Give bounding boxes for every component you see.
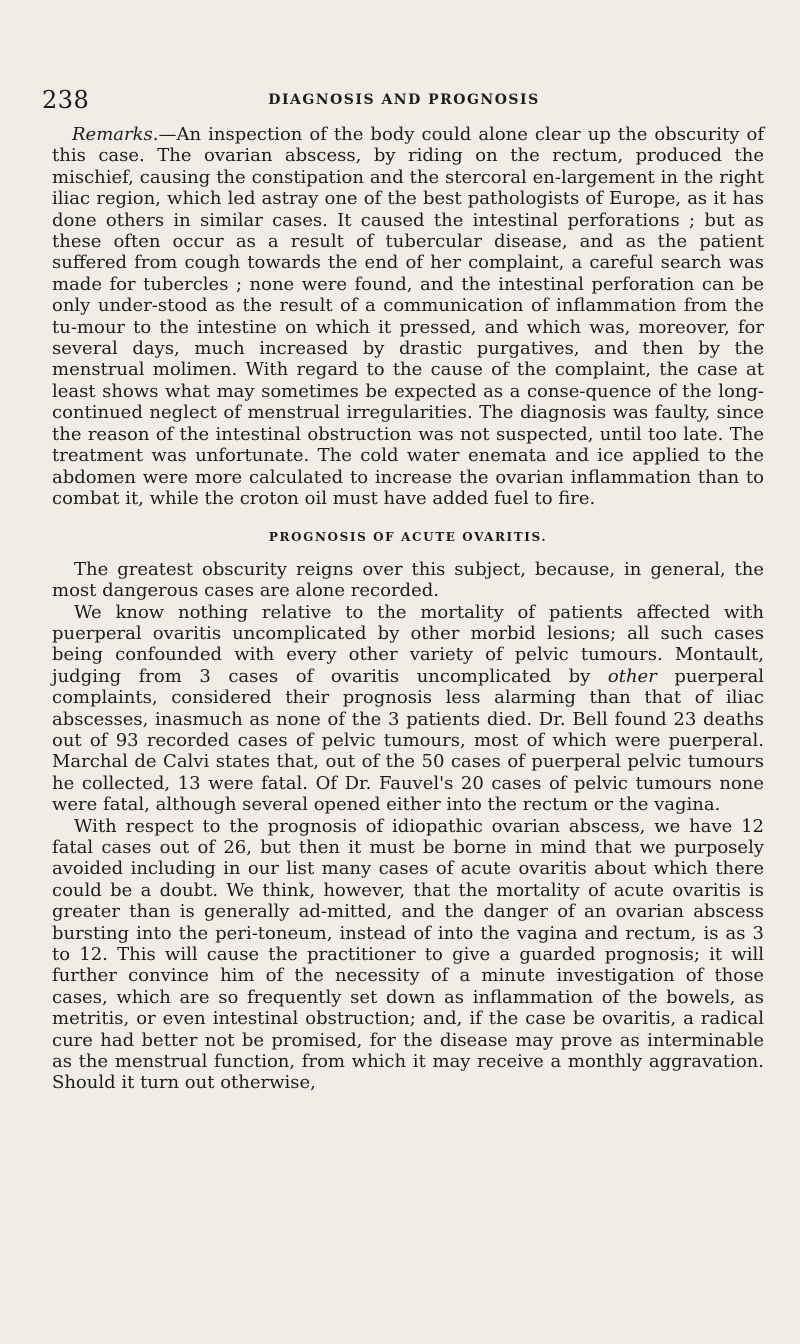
prognosis-paragraph-2 [52, 602, 764, 816]
prognosis-paragraph-1: The greatest obscurity reigns over this subject, because, in general, the most dangerous cases are alone recorded. [52, 558, 764, 602]
running-title: DIAGNOSIS AND PROGNOSIS [268, 92, 540, 108]
remarks-paragraph [52, 124, 764, 509]
prognosis-paragraph-3: With respect to the prognosis of idiopathic ovarian abscess, we have 12 fatal cases out of 26, but then it must be borne in mind that we purposely avoided including in our list many cases of acute ovaritis about which there could be a doubt. We think, however, that the mortality of acute ovaritis is greater than is generally ad-mitted, and the danger of an ovarian abscess bursting into the peri-toneum, instead of into the vagina and rectum, is as 3 to 12. This will cause the practitioner to give a guarded prognosis; it will further convince him of the necessity of a minute investigation of those cases, which are so frequently set down as inflammation of the bowels, as metritis, or even intestinal obstruction; and, if the case be ovaritis, a radical cure had better not be promised, for the disease may prove as interminable as the menstrual function, from which it may receive a monthly aggravation. Should it turn out otherwise, [52, 815, 764, 1094]
paragraph-2-italic-word: other [607, 665, 657, 687]
section-heading: PROGNOSIS OF ACUTE OVARITIS. [268, 530, 548, 545]
paragraph-2-text-a: We know nothing relative to the mortality of patients affected with puerperal ovaritis uncomplicated by other morbid lesions; all such cases being confounded with every other variety of pelvic tumours. Montault, judging from 3 cases of ovaritis uncomplicated by [52, 601, 764, 687]
paragraph-2-text-b: puerperal complaints, considered their prognosis less alarming than that of iliac abscesses, inasmuch as none of the 3 patients died. Dr. Bell found 23 deaths out of 93 recorded cases of pelvic tumours, most of which were puerperal. Marchal de Calvi states that, out of the 50 cases of puerperal pelvic tumours he collected, 13 were fatal. Of Dr. Fauvel's 20 cases of pelvic tumours none were fatal, although several opened either into the rectum or the vagina. [52, 665, 764, 816]
page-number: 238 [42, 86, 90, 114]
remarks-label: Remarks. [72, 124, 159, 145]
page-body [52, 124, 764, 1094]
running-header [42, 86, 766, 116]
remarks-text: —An inspection of the body could alone clear up the obscurity of this case. The ovarian abscess, by riding on the rectum, produced the mischief, causing the constipation and the stercoral en-largement in the right iliac region, which led astray one of the best pathologists of Europe, as it has done others in similar cases. It caused the intestinal perforations ; but as these often occur as a result of tubercular disease, and as the patient suffered from cough towards the end of her complaint, a careful search was made for tubercles ; none were found, and the intestinal perforation can be only under-stood as the result of a communication of inflammation from the tu-mour to the intestine on which it pressed, and which was, moreover, for several days, much increased by drastic purgatives, and then by the menstrual molimen. With regard to the cause of the complaint, the case at least shows what may sometimes be expected as a conse-quence of the long-continued neglect of menstrual irregularities. The diagnosis was faulty, since the reason of the intestinal obstruction was not suspected, until too late. The treatment was unfortunate. The cold water enemata and ice applied to the abdomen were more calculated to increase the ovarian inflammation than to combat it, while the croton oil must have added fuel to fire. [52, 124, 764, 509]
